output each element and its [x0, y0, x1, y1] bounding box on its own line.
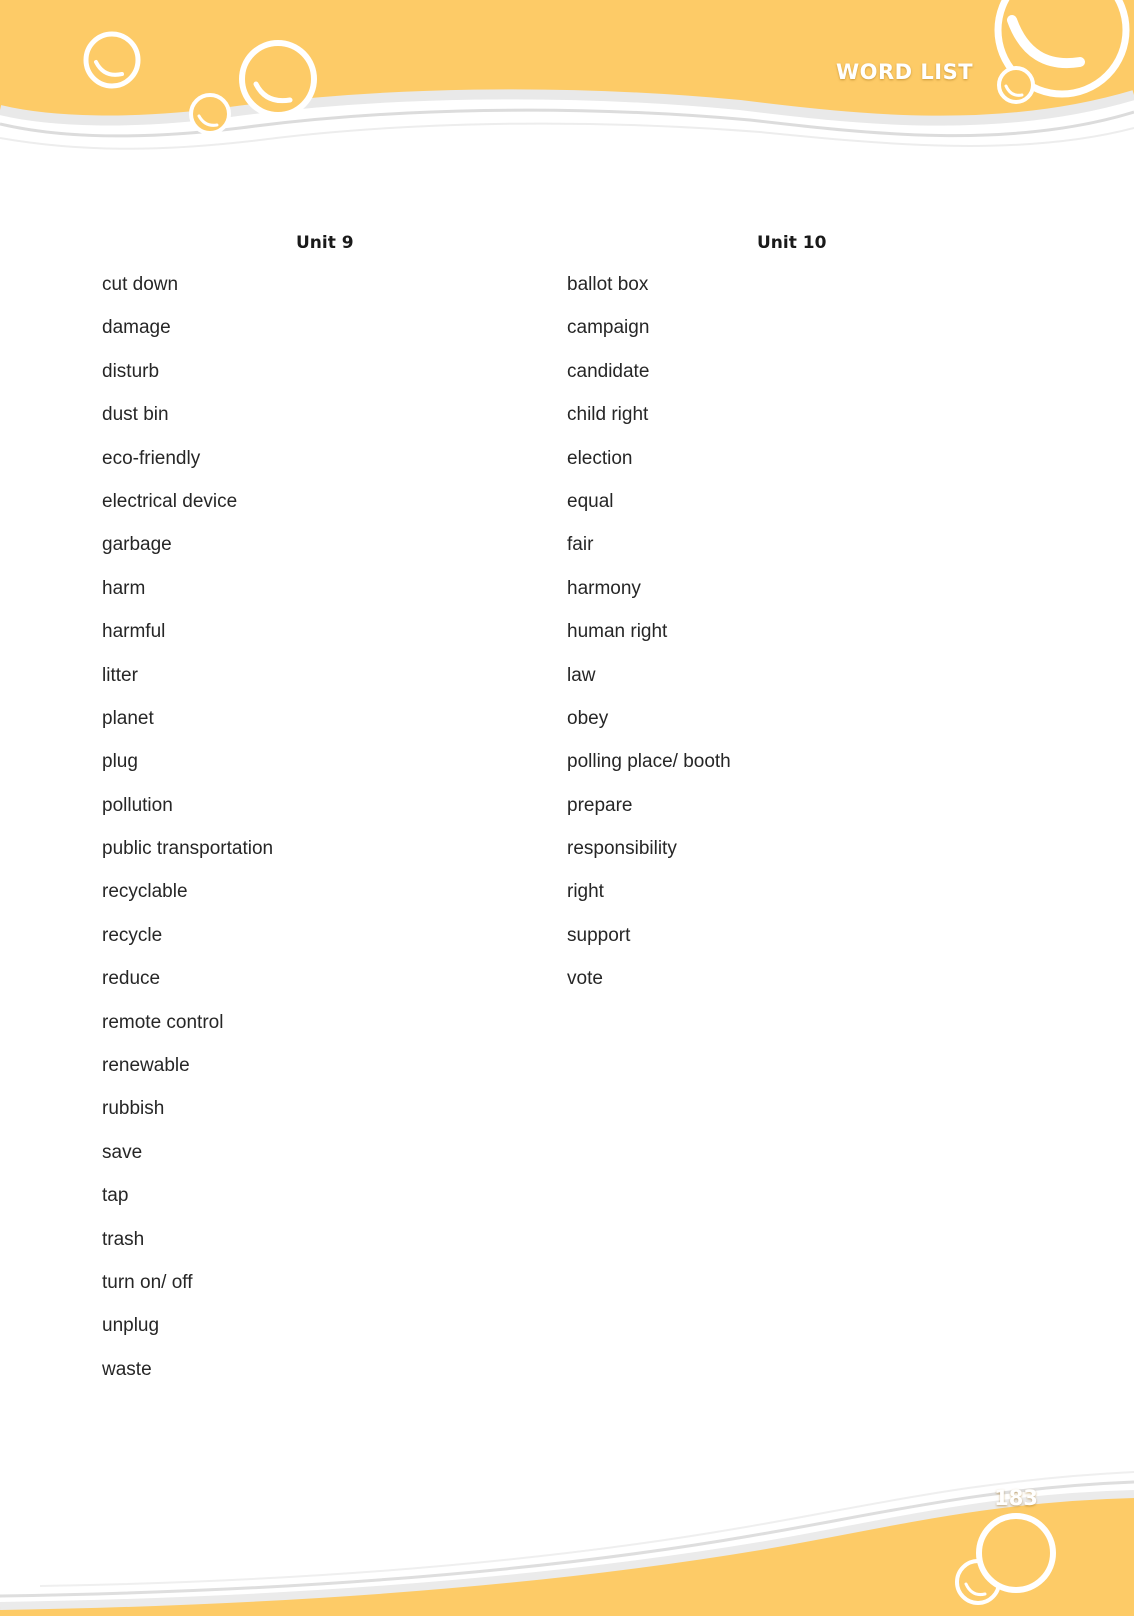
list-item: plug — [102, 751, 138, 773]
list-item: candidate — [567, 360, 650, 382]
list-item: recyclable — [102, 881, 188, 903]
list-item: turn on/ off — [102, 1271, 193, 1293]
page-number-badge — [979, 1516, 1053, 1590]
list-item: waste — [102, 1358, 152, 1380]
bubble-icon — [242, 43, 314, 115]
list-item: harmful — [102, 621, 166, 643]
list-item: right — [567, 881, 604, 903]
word-list — [102, 270, 542, 1398]
list-item: planet — [102, 707, 154, 729]
list-item: prepare — [567, 794, 633, 816]
unit-heading: Unit 10 — [757, 233, 827, 253]
list-item: pollution — [102, 794, 173, 816]
list-item: trash — [102, 1228, 145, 1250]
list-item: disturb — [102, 360, 160, 382]
list-item: litter — [102, 664, 138, 686]
list-item: harmony — [567, 577, 641, 599]
list-item: responsibility — [567, 838, 677, 860]
bubble-icon — [86, 34, 138, 86]
list-item: election — [567, 447, 633, 469]
list-item: law — [567, 664, 596, 686]
list-item: tap — [102, 1185, 129, 1207]
bubble-icon — [191, 95, 229, 133]
list-item: harm — [102, 577, 146, 599]
list-item: cut down — [102, 274, 179, 295]
word-list — [567, 270, 1007, 1008]
page-title: WORD LIST — [836, 60, 974, 84]
list-item: rubbish — [102, 1098, 165, 1120]
list-item: dust bin — [102, 404, 169, 426]
list-item: support — [567, 924, 631, 946]
list-item: ballot box — [567, 274, 649, 295]
list-item: eco-friendly — [102, 447, 201, 469]
header-banner — [0, 0, 1134, 170]
list-item: polling place/ booth — [567, 751, 731, 773]
unit-10-column — [567, 228, 1007, 1008]
list-item: save — [102, 1141, 143, 1163]
list-item: campaign — [567, 317, 650, 339]
list-item: equal — [567, 490, 614, 512]
list-item: reduce — [102, 968, 161, 990]
list-item: electrical device — [102, 490, 238, 512]
unit-heading: Unit 9 — [296, 233, 354, 253]
list-item: vote — [567, 968, 603, 990]
list-item: public transportation — [102, 838, 274, 860]
list-item: unplug — [102, 1315, 160, 1337]
unit-9-column — [102, 228, 542, 1398]
list-item: renewable — [102, 1055, 190, 1077]
list-item: human right — [567, 621, 668, 643]
list-item: remote control — [102, 1011, 224, 1033]
list-item: child right — [567, 404, 649, 426]
bubble-icon — [999, 68, 1033, 102]
footer-banner — [0, 1436, 1134, 1616]
list-item: obey — [567, 707, 609, 729]
page-number: 183 — [994, 1486, 1038, 1510]
list-item: garbage — [102, 534, 172, 556]
list-item: fair — [567, 534, 594, 556]
list-item: damage — [102, 317, 171, 339]
list-item: recycle — [102, 924, 163, 946]
